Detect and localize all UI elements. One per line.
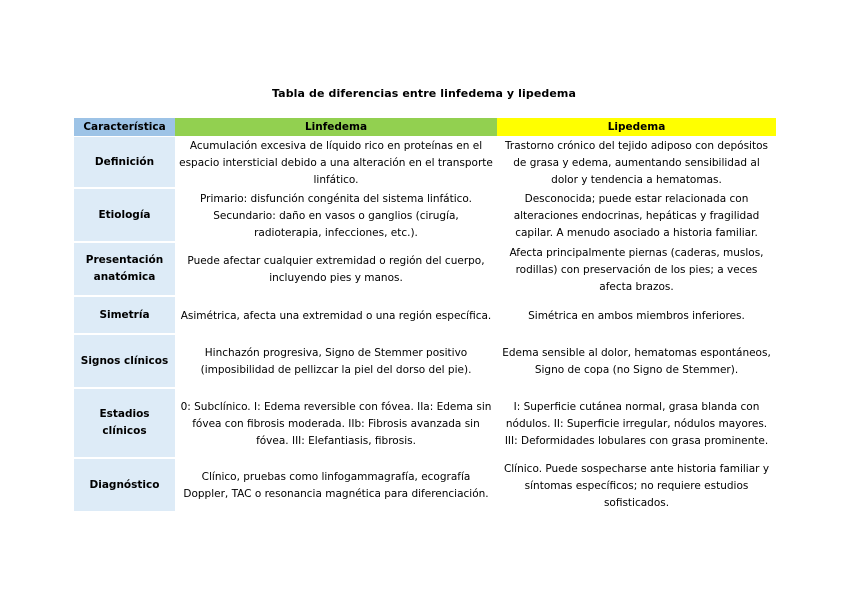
comparison-table (74, 118, 776, 513)
linfedema-cell: Acumulación excesiva de líquido rico en proteínas en el espacio intersticial debido a una alteración en el transporte linfático. (179, 139, 493, 186)
row-label: Simetría (74, 297, 175, 335)
row-label: Etiología (74, 189, 175, 243)
lipedema-cell: I: Superficie cutánea normal, grasa blanda con nódulos. II: Superficie irregular, nódulos mayores. III: Deformidades lobulares con grasa prominente. (504, 400, 769, 447)
row-label: Diagnóstico (74, 459, 175, 513)
lipedema-cell: Edema sensible al dolor, hematomas espontáneos, Signo de copa (no Signo de Stemmer). (502, 347, 771, 376)
linfedema-cell: Puede afectar cualquier extremidad o región del cuerpo, incluyendo pies y manos. (187, 255, 485, 284)
header-linfedema: Linfedema (175, 118, 497, 137)
lipedema-cell: Simétrica en ambos miembros inferiores. (528, 309, 745, 322)
row-label: Signos clínicos (74, 335, 175, 389)
lipedema-cell: Afecta principalmente piernas (caderas, muslos, rodillas) con preservación de los pies; a veces afecta brazos. (509, 246, 764, 293)
table-row (74, 389, 776, 459)
linfedema-cell: 0: Subclínico. I: Edema reversible con fóvea. IIa: Edema sin fóvea con fibrosis moderada. IIb: Fibrosis avanzada sin fóvea. III: Elefantiasis, fibrosis. (180, 400, 492, 447)
table-row (74, 137, 776, 189)
table-row (74, 297, 776, 335)
header-row (74, 118, 776, 137)
lipedema-cell: Desconocida; puede estar relacionada con alteraciones endocrinas, hepáticas y fragilidad capilar. A menudo asociado a historia familiar. (513, 192, 760, 239)
table-row (74, 335, 776, 389)
linfedema-cell: Hinchazón progresiva, Signo de Stemmer positivo (imposibilidad de pellizcar la piel del dorso del pie). (200, 347, 472, 376)
row-label: Presentación anatómica (74, 243, 175, 297)
table-row (74, 243, 776, 297)
lipedema-cell: Clínico. Puede sospecharse ante historia familiar y síntomas específicos; no requiere estudios sofisticados. (503, 462, 770, 509)
linfedema-cell: Asimétrica, afecta una extremidad o una región específica. (180, 309, 492, 322)
row-label: Estadios clínicos (74, 389, 175, 459)
table-title: Tabla de diferencias entre linfedema y lipedema (272, 87, 576, 100)
linfedema-cell: Clínico, pruebas como linfogammagrafía, ecografía Doppler, TAC o resonancia magnética para diferenciación. (183, 471, 489, 500)
header-characteristic: Característica (74, 118, 175, 137)
linfedema-cell: Primario: disfunción congénita del sistema linfático. Secundario: daño en vasos o ganglios (cirugía, radioterapia, infecciones, etc.). (199, 192, 472, 239)
header-lipedema: Lipedema (497, 118, 776, 137)
table-row (74, 189, 776, 243)
row-label: Definición (74, 137, 175, 189)
table-row (74, 459, 776, 513)
lipedema-cell: Trastorno crónico del tejido adiposo con depósitos de grasa y edema, aumentando sensibilidad al dolor y tendencia a hematomas. (505, 139, 768, 186)
